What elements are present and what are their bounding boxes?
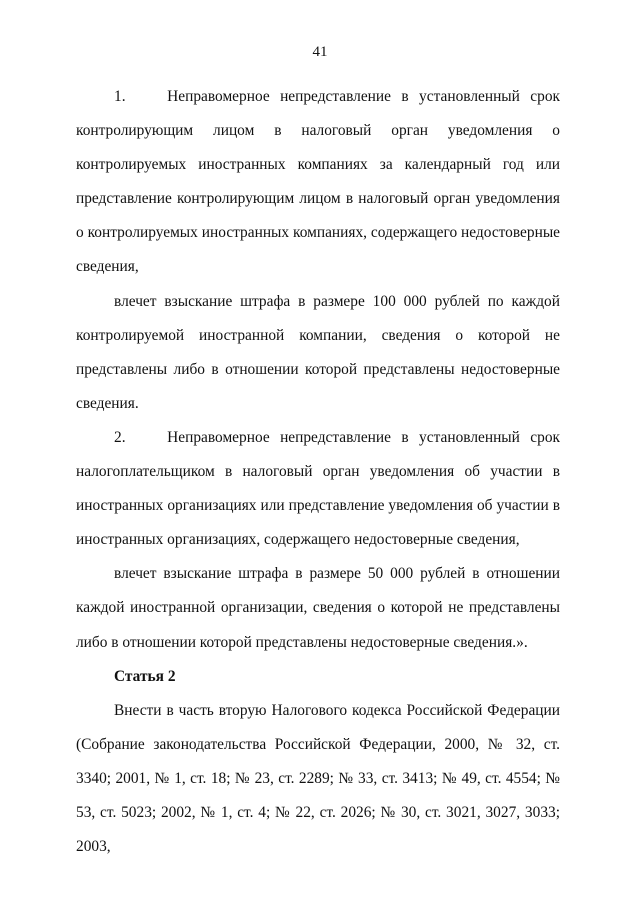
article-heading: Статья 2 <box>114 667 176 685</box>
document-body <box>76 80 560 864</box>
paragraph-2-offense: 2. Неправомерное непредставление в установленный срок налогоплательщиком в налоговый орган уведомления об участии в иностранных организациях или представление уведомления об участии в иностранных организациях, содержащего недостоверные сведения, <box>76 428 560 549</box>
article-text: Внести в часть вторую Налогового кодекса Российской Федерации (Собрание законодательства Российской Федерации, 2000, № 32, ст. 3340; 2001, № 1, ст. 18; № 23, ст. 2289; № 33, ст. 3413; № 49, ст. 4554; № 53, ст. 5023; 2002, № 1, ст. 4; № 22, ст. 2026; № 30, ст. 3021, 3027, 3033; 2003, <box>76 701 560 856</box>
paragraph-1-penalty: влечет взыскание штрафа в размере 100 000 рублей по каждой контролируемой иностранной компании, сведения о которой не представлены либо в отношении которой представлены недостоверные сведения. <box>76 292 560 412</box>
page-number: 41 <box>312 44 328 60</box>
paragraph-2-penalty: влечет взыскание штрафа в размере 50 000 рублей в отношении каждой иностранной организации, сведения о которой не представлены либо в отношении которой представлены недостоверные сведения.». <box>76 565 560 651</box>
paragraph-1-offense: 1. Неправомерное непредставление в установленный срок контролирующим лицом в налоговый орган уведомления о контролируемых иностранных компаниях за календарный год или представление контролирующим лицом в налоговый орган уведомления о контролируемых иностранных компаниях, содержащего недостоверные сведения, <box>76 88 560 276</box>
